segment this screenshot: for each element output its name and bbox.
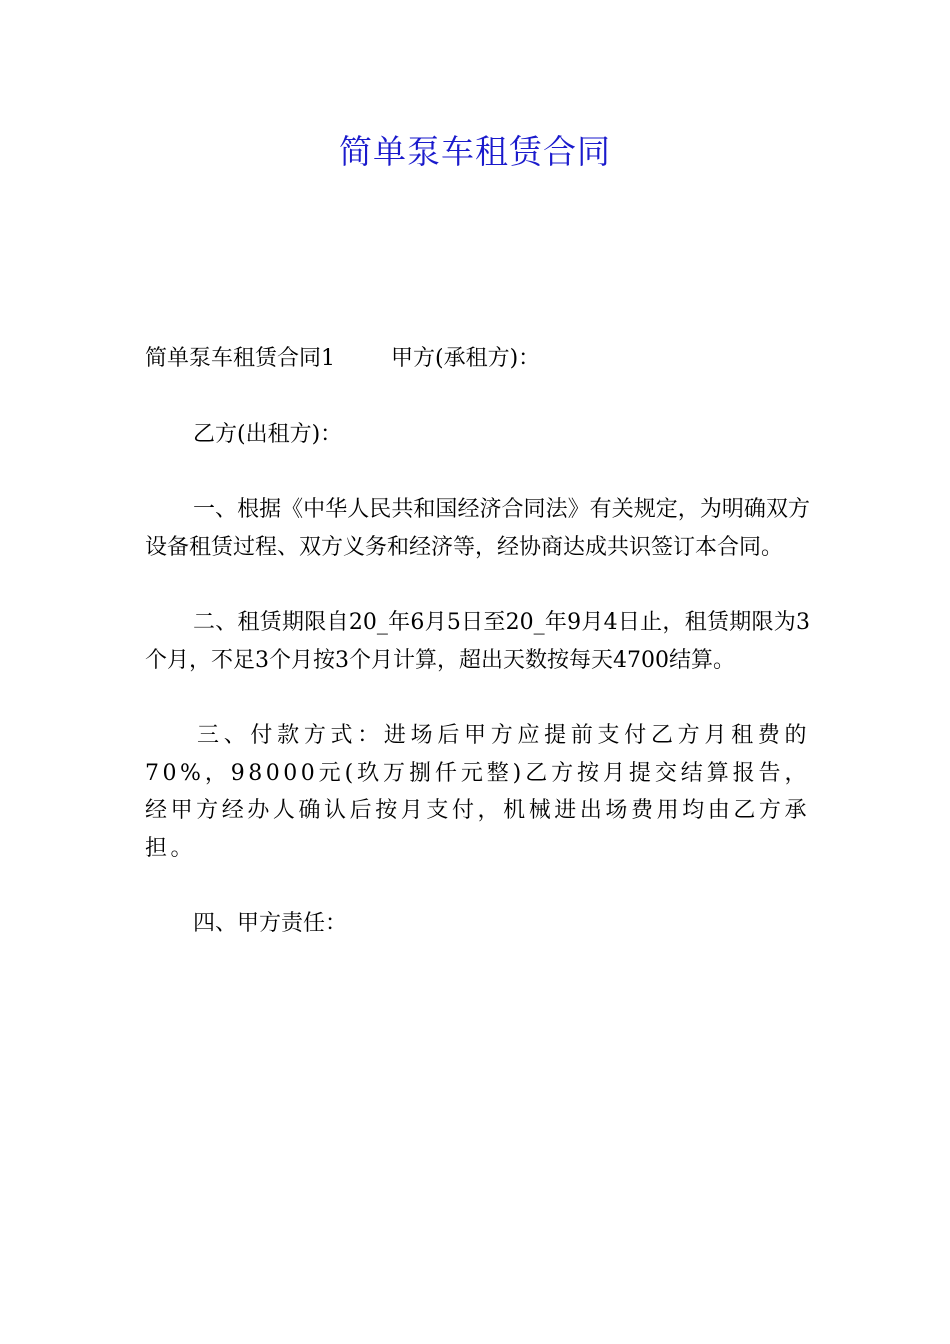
contract-heading-line [145,340,810,378]
party-b-label: 乙方(出租方)： [193,421,343,447]
clause-4: 四、甲方责任： [193,911,348,936]
clause-1: 一、根据《中华人民共和国经济合同法》有关规定，为明确双方设备租赁过程、双方义务和经济等，经协商达成共识签订本合同。 [145,497,810,560]
clause-2: 二、租赁期限自20_年6月5日至20_年9月4日止，租赁期限为3个月，不足3个月按3个月计算，超出天数按每天4700结算。 [145,610,810,673]
clause-3: 三、付款方式：进场后甲方应提前支付乙方月租费的70%，98000元(玖万捌仟元整)乙方按月提交结算报告，经甲方经办人确认后按月支付，机械进出场费用均由乙方承担。 [145,723,810,861]
party-a-label: 甲方(承租方)： [391,346,541,371]
contract-subtitle: 简单泵车租赁合同1 [145,346,335,371]
document-body [145,340,810,981]
document-title: 简单泵车租赁合同 [339,132,611,171]
